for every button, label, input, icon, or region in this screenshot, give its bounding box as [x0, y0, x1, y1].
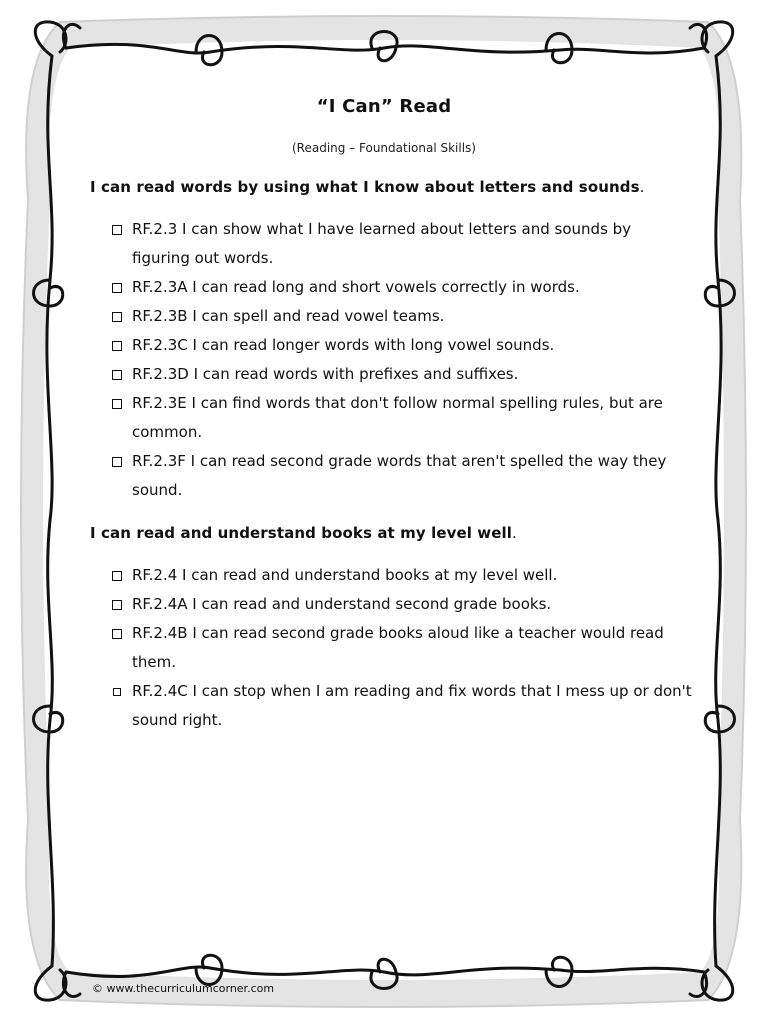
checkbox-icon[interactable] [112, 225, 122, 235]
list-item [112, 302, 692, 331]
list-item [112, 215, 692, 273]
list-item [112, 619, 692, 677]
list-item-text: RF.2.3B I can spell and read vowel teams. [132, 307, 445, 325]
checklist-1 [112, 215, 692, 505]
section-heading-text: I can read and understand books at my level well [90, 524, 513, 542]
page-title: “I Can” Read [316, 96, 452, 117]
section-heading-punct: . [639, 178, 645, 196]
list-item [112, 590, 692, 619]
list-item-text: RF.2.4 I can read and understand books at my level well. [132, 566, 558, 584]
page-subtitle: (Reading – Foundational Skills) [291, 141, 476, 155]
checkbox-icon[interactable] [112, 629, 122, 639]
checkbox-icon[interactable] [112, 571, 122, 581]
section-heading-1 [90, 178, 645, 196]
checklist-2 [112, 561, 692, 735]
checkbox-icon[interactable] [112, 312, 122, 322]
copyright-footer: © www.thecurriculumcorner.com [92, 982, 275, 995]
list-item-text: RF.2.3F I can read second grade words that aren't spelled the way they sound. [132, 452, 667, 499]
list-item-text: RF.2.3A I can read long and short vowels correctly in words. [132, 278, 580, 296]
section-heading-text: I can read words by using what I know about letters and sounds [90, 178, 640, 196]
checkbox-icon[interactable] [112, 457, 122, 467]
list-item [112, 677, 692, 735]
list-item-text: RF.2.3C I can read longer words with long vowel sounds. [132, 336, 555, 354]
checkbox-icon[interactable] [113, 688, 121, 696]
list-item-text: RF.2.4C I can stop when I am reading and fix words that I mess up or don't sound right. [132, 682, 692, 729]
list-item-text: RF.2.4A I can read and understand second grade books. [132, 595, 552, 613]
section-heading-2 [90, 524, 517, 542]
list-item-text: RF.2.3E I can find words that don't follow normal spelling rules, but are common. [132, 394, 663, 441]
checkbox-icon[interactable] [112, 600, 122, 610]
checkbox-icon[interactable] [112, 370, 122, 380]
list-item [112, 360, 692, 389]
checkbox-icon[interactable] [112, 399, 122, 409]
list-item-text: RF.2.4B I can read second grade books aloud like a teacher would read them. [132, 624, 664, 671]
list-item [112, 389, 692, 447]
list-item [112, 331, 692, 360]
checkbox-icon[interactable] [112, 341, 122, 351]
list-item [112, 273, 692, 302]
list-item [112, 447, 692, 505]
list-item [112, 561, 692, 590]
section-heading-punct: . [512, 524, 517, 542]
list-item-text: RF.2.3D I can read words with prefixes and suffixes. [132, 365, 519, 383]
checkbox-icon[interactable] [112, 283, 122, 293]
list-item-text: RF.2.3 I can show what I have learned about letters and sounds by figuring out words. [132, 220, 632, 267]
